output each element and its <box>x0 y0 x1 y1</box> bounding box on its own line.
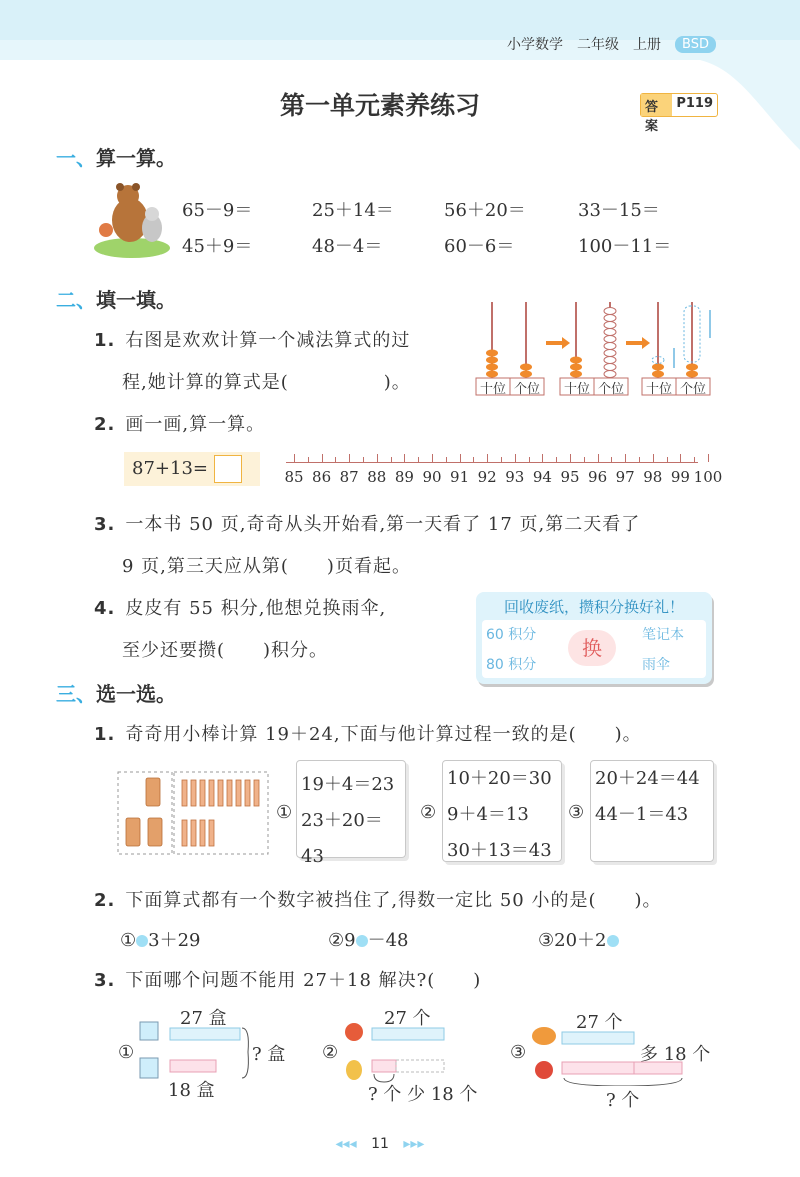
reward-card <box>476 592 712 684</box>
section-1-heading <box>56 142 176 171</box>
number-line-tick <box>694 457 695 462</box>
number-line-tick <box>473 457 474 462</box>
number-line-tick <box>584 457 585 462</box>
s2-q2-text: 画一画,算一算。 <box>125 414 266 435</box>
number-line-tick <box>349 454 350 462</box>
calc-2-1: 45＋9＝ <box>182 236 253 257</box>
option-2-box[interactable] <box>442 760 562 862</box>
number-line-tick <box>363 457 364 462</box>
label-tens-3: 十位 <box>645 382 672 397</box>
section-3-heading <box>56 678 176 707</box>
number-line-label: 95 <box>560 468 580 486</box>
s3-q2 <box>94 886 662 912</box>
section-3-title: 选一选。 <box>96 682 176 706</box>
d1-right: ? 盒 <box>252 1044 286 1065</box>
number-line <box>286 462 698 463</box>
gift-notebook: 笔记本 <box>642 627 684 643</box>
d3-top: 27 个 <box>576 1012 623 1033</box>
page-number: 11 <box>371 1136 389 1152</box>
covered-digit <box>356 935 368 947</box>
number-line-tick <box>322 454 323 462</box>
s3-q2-num: 2. <box>94 890 116 911</box>
gift-umbrella: 雨伞 <box>642 657 670 673</box>
d1-mark: ① <box>118 1042 135 1063</box>
s3-q1 <box>94 720 642 746</box>
label-tens-2: 十位 <box>563 382 590 397</box>
section-1-title: 算一算。 <box>96 146 176 170</box>
opt2-line1: 10＋20＝30 <box>447 768 552 789</box>
covered-digit <box>607 935 619 947</box>
reward-card-title: 回收废纸，攒积分换好礼！ <box>503 598 684 616</box>
calc-1-3: 56＋20＝ <box>444 200 526 221</box>
page-title: 第一单元素养练习 <box>279 91 480 120</box>
answer-page: P119 <box>676 96 713 111</box>
equation-box <box>124 452 260 486</box>
s3-q3-text: 下面哪个问题不能用 27＋18 解决?( ) <box>125 970 482 991</box>
calc-2-3: 60－6＝ <box>444 236 515 257</box>
number-line-tick <box>391 457 392 462</box>
number-line-label: 93 <box>505 468 525 486</box>
volume: 上册 <box>633 37 662 53</box>
number-line-tick <box>487 454 488 462</box>
s3-q3-num: 3. <box>94 970 116 991</box>
s2-q4-num: 4. <box>94 598 116 619</box>
opt-a-rest: 3＋29 <box>148 930 201 951</box>
d3-mark: ③ <box>510 1042 527 1063</box>
s2-q3-num: 3. <box>94 514 116 535</box>
number-line-tick <box>667 457 668 462</box>
section-2-title: 填一填。 <box>96 288 176 312</box>
number-line-label: 87 <box>339 468 359 486</box>
s2-q1-line2: 程,她计算的算式是( )。 <box>122 372 411 393</box>
number-line-tick <box>308 457 309 462</box>
number-line-label: 98 <box>643 468 663 486</box>
opt-c-first: ③20＋2 <box>538 930 607 951</box>
number-line-tick <box>542 454 543 462</box>
opt1-line1: 19＋4＝23 <box>301 774 395 795</box>
bear-rabbit-illustration <box>92 180 174 260</box>
s3-q1-mark1: ① <box>276 802 293 823</box>
points-60: 60 积分 <box>486 627 537 643</box>
right-arrows-icon: ▸▸▸ <box>403 1136 425 1152</box>
d3-right: 多 18 个 <box>640 1044 711 1065</box>
s3-q1-text: 奇奇用小棒计算 19＋24,下面与他计算过程一致的是( )。 <box>125 724 642 745</box>
s2-q4-text1: 皮皮有 55 积分,他想兑换雨伞, <box>125 598 387 619</box>
header-background <box>0 0 800 150</box>
number-line-tick <box>570 454 571 462</box>
s2-q4-line1 <box>94 594 386 620</box>
number-line-tick <box>708 454 709 462</box>
s3-q3 <box>94 966 481 992</box>
number-line-tick <box>418 457 419 462</box>
number-line-tick <box>529 457 530 462</box>
number-line-tick <box>515 454 516 462</box>
s2-q4-line2: 至少还要攒( )积分。 <box>122 640 329 661</box>
s2-q1-line1 <box>94 326 410 352</box>
number-line-label: 88 <box>367 468 387 486</box>
s2-q1-num: 1. <box>94 330 116 351</box>
option-1-box[interactable] <box>296 760 406 867</box>
calc-1-4: 33－15＝ <box>578 200 660 221</box>
s3-q1-mark2: ② <box>420 802 437 823</box>
opt3-line2: 44－1＝43 <box>595 804 689 825</box>
s2-q1-text1: 右图是欢欢计算一个减法算式的过 <box>125 330 411 351</box>
section-2-heading <box>56 284 176 313</box>
number-line-tick <box>404 454 405 462</box>
number-line-tick <box>611 457 612 462</box>
number-line-tick <box>556 457 557 462</box>
opt3-line1: 20＋24＝44 <box>595 768 700 789</box>
opt-a-mark: ① <box>120 930 137 951</box>
s3-q1-mark3: ③ <box>568 802 585 823</box>
section-1-number: 一、 <box>56 146 96 170</box>
label-tens-1: 十位 <box>479 382 506 397</box>
number-line-tick <box>598 454 599 462</box>
opt1-line2: 23＋20＝43 <box>301 810 383 867</box>
equation-text: 87+13= <box>132 458 208 479</box>
sticks-illustration <box>116 770 272 856</box>
d3-bottom: ? 个 <box>606 1090 640 1111</box>
number-line-label: 85 <box>284 468 304 486</box>
calc-2-4: 100－11＝ <box>578 236 672 257</box>
exchange-label: 换 <box>568 630 616 666</box>
number-line-label: 94 <box>532 468 552 486</box>
s2-q3-line2: 9 页,第三天应从第( )页看起。 <box>122 556 411 577</box>
s3-q2-option3[interactable] <box>538 926 619 952</box>
abacus-3-labels <box>642 378 710 397</box>
number-line-tick <box>432 454 433 462</box>
subject: 小学数学 <box>507 37 564 53</box>
s2-q2 <box>94 410 265 436</box>
grade: 二年级 <box>577 37 620 53</box>
number-line-label: 96 <box>588 468 608 486</box>
footer <box>0 1136 760 1152</box>
answer-tag <box>640 93 718 134</box>
opt2-line2: 9＋4＝13 <box>447 804 529 825</box>
calc-2-2: 48－4＝ <box>312 236 383 257</box>
number-line-tick <box>335 457 336 462</box>
s3-q2-option2[interactable] <box>328 926 409 952</box>
s3-q2-option1[interactable] <box>120 926 201 952</box>
s3-q2-text: 下面算式都有一个数字被挡住了,得数一定比 50 小的是( )。 <box>125 890 662 911</box>
number-line-tick <box>680 454 681 462</box>
number-line-label: 90 <box>422 468 442 486</box>
points-80: 80 积分 <box>486 657 537 673</box>
number-line-tick <box>501 457 502 462</box>
abacus-2-labels <box>560 378 628 397</box>
number-line-tick <box>653 454 654 462</box>
opt-b-first: ②9 <box>328 930 356 951</box>
section-2-number: 二、 <box>56 288 96 312</box>
number-line-label: 89 <box>394 468 414 486</box>
covered-digit <box>136 935 148 947</box>
opt-b-rest: －48 <box>367 930 409 951</box>
d1-top: 27 盒 <box>180 1008 227 1029</box>
label-ones-2: 个位 <box>597 382 624 397</box>
number-line-tick <box>625 454 626 462</box>
number-line-tick <box>446 457 447 462</box>
calc-1-1: 65－9＝ <box>182 200 253 221</box>
s2-q2-num: 2. <box>94 414 116 435</box>
d2-mark: ② <box>322 1042 339 1063</box>
d2-bottom: ? 个 少 18 个 <box>368 1084 478 1105</box>
s3-q1-num: 1. <box>94 724 116 745</box>
d1-bottom: 18 盒 <box>168 1080 215 1101</box>
book-header <box>507 34 716 54</box>
number-line-tick <box>639 457 640 462</box>
left-arrows-icon: ◂◂◂ <box>335 1136 357 1152</box>
answer-label: 答案 <box>641 94 672 116</box>
s2-q3-text1: 一本书 50 页,奇奇从头开始看,第一天看了 17 页,第二天看了 <box>125 514 641 535</box>
opt2-line3: 30＋13＝43 <box>447 840 552 861</box>
abacus-1-labels <box>476 378 544 397</box>
number-line-label: 97 <box>615 468 635 486</box>
number-line-tick <box>294 454 295 462</box>
section-3-number: 三、 <box>56 682 96 706</box>
number-line-label: 92 <box>477 468 497 486</box>
option-3-box[interactable] <box>590 760 714 862</box>
number-line-label: 99 <box>670 468 690 486</box>
s2-q3-line1 <box>94 510 640 536</box>
number-line-label: 91 <box>450 468 470 486</box>
number-line-tick <box>460 454 461 462</box>
answer-square[interactable] <box>214 455 242 483</box>
label-ones-3: 个位 <box>679 382 706 397</box>
number-line-tick <box>377 454 378 462</box>
number-line-label: 86 <box>312 468 332 486</box>
calc-1-2: 25＋14＝ <box>312 200 394 221</box>
number-line-label: 100 <box>693 468 723 486</box>
label-ones-1: 个位 <box>513 382 540 397</box>
edition-badge: BSD <box>675 36 716 53</box>
d2-top: 27 个 <box>384 1008 431 1029</box>
